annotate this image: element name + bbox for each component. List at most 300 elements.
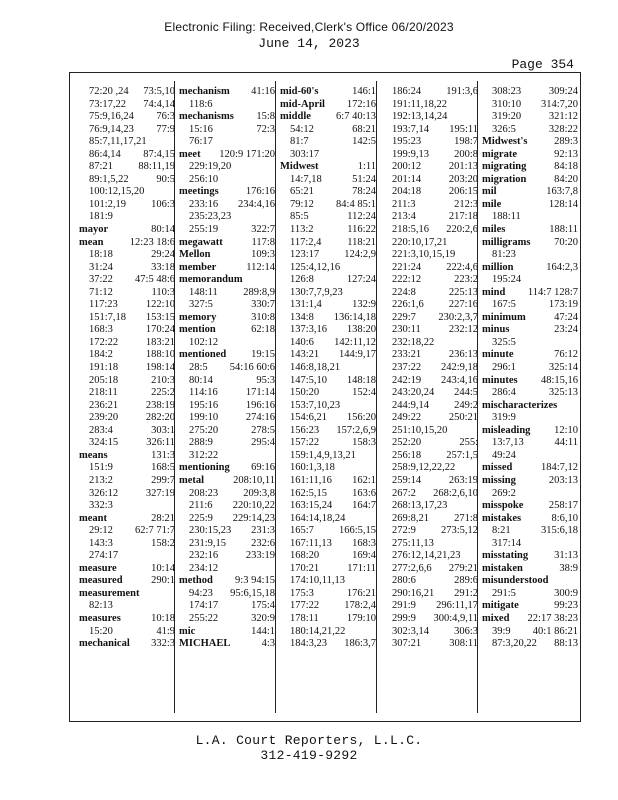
index-line — [179, 600, 275, 613]
index-entry — [482, 174, 578, 187]
index-term: Mellon — [179, 249, 211, 261]
page-line-ref: 230:2,3,7 — [438, 311, 478, 323]
index-line — [482, 124, 578, 137]
page-line-ref: 157:2,6,9 — [336, 424, 376, 436]
index-term: misstating — [482, 550, 529, 562]
page-line-ref: 218:11 — [89, 387, 118, 399]
index-line — [79, 462, 175, 475]
index-line — [382, 249, 478, 262]
index-line — [179, 174, 275, 187]
index-term: migration — [482, 173, 527, 185]
index-line — [280, 149, 376, 162]
index-line — [382, 513, 478, 526]
page-line-ref: 232:16 — [189, 550, 219, 562]
index-line — [280, 575, 376, 588]
page-line-ref: 263:19 — [448, 474, 478, 486]
index-line — [482, 450, 578, 463]
index-entry — [482, 462, 578, 475]
index-entry — [482, 149, 578, 162]
index-line — [179, 124, 275, 137]
page-line-ref: 73:17,22 — [89, 98, 127, 110]
index-line — [382, 462, 478, 475]
index-line — [179, 224, 275, 237]
index-term: mistakes — [482, 512, 522, 524]
page-line-ref: 167:5 — [492, 299, 516, 311]
index-term: mayor — [79, 224, 109, 236]
index-line — [382, 400, 478, 413]
index-entry — [482, 186, 578, 199]
index-term: minutes — [482, 374, 518, 386]
page-line-ref: 76:12 — [554, 349, 578, 361]
index-line — [382, 174, 478, 187]
index-line — [482, 387, 578, 400]
page-line-ref: 13:7,13 — [492, 437, 524, 449]
page-line-ref: 302:3,14 — [392, 625, 430, 637]
page-line-ref: 164:2,3 — [546, 261, 578, 273]
page-line-ref: 317:14 — [492, 537, 522, 549]
index-line — [79, 186, 175, 199]
index-line — [179, 161, 275, 174]
page-line-ref: 126:8 — [290, 274, 314, 286]
page-line-ref: 273:5,12 — [440, 525, 478, 537]
index-entry — [179, 149, 275, 162]
page-line-ref: 171:14 — [245, 387, 275, 399]
index-line — [179, 412, 275, 425]
page-line-ref: 319:20 — [492, 111, 522, 123]
page-line-ref: 81:7 — [290, 136, 309, 148]
page-line-ref: 217:18 — [448, 211, 478, 223]
index-entry — [482, 262, 578, 275]
page-line-ref: 41:16 — [251, 86, 275, 97]
index-column-2 — [179, 86, 275, 651]
index-line — [482, 337, 578, 350]
index-line — [79, 337, 175, 350]
index-line — [382, 161, 478, 174]
page-line-ref: 326:11 — [146, 437, 175, 449]
index-line — [79, 437, 175, 450]
page-line-ref: 76:17 — [189, 136, 213, 148]
page-line-ref: 203:20 — [448, 173, 478, 185]
page-line-ref: 14:7,18 — [290, 173, 322, 185]
index-line — [280, 462, 376, 475]
page-line-ref: 243:20,24 — [392, 387, 435, 399]
page-line-ref: 277:2,6,6 — [392, 562, 432, 574]
page-line-ref: 117:8 — [251, 236, 275, 248]
page-line-ref: 162:5,15 — [290, 487, 328, 499]
page-line-ref: 188:11 — [492, 211, 521, 223]
page-line-ref: 276:12,14,21,23 — [392, 550, 461, 562]
page-line-ref: 29:12 — [89, 525, 113, 537]
page-line-ref: 208:23 — [189, 487, 219, 499]
index-line — [382, 99, 478, 112]
page-line-ref: 179:10 — [346, 612, 376, 624]
index-line — [482, 488, 578, 501]
index-line — [382, 437, 478, 450]
page-line-ref: 78:24 — [352, 186, 376, 198]
index-entry — [179, 111, 275, 124]
page-line-ref: 168:5 — [151, 462, 175, 474]
page-line-ref: 242:9,18 — [440, 362, 478, 374]
page-line-ref: 199:10 — [189, 412, 219, 424]
index-entry — [482, 550, 578, 563]
index-entry — [179, 349, 275, 362]
page-line-ref: 180:14,21,22 — [290, 625, 346, 637]
index-line — [79, 161, 175, 174]
index-entry — [482, 349, 578, 362]
index-entry — [79, 237, 175, 250]
page-line-ref: 92:13 — [554, 148, 578, 160]
page-line-ref: 85:7,11,17,21 — [89, 136, 147, 148]
index-line — [280, 362, 376, 375]
page-line-ref: 95:6,15,18 — [230, 587, 275, 599]
index-entry — [79, 563, 175, 576]
page-line-ref: 315:6,18 — [540, 525, 578, 537]
page-line-ref: 325:5 — [492, 336, 516, 348]
page-line-ref: 234:12 — [189, 562, 219, 574]
page-line-ref: 112:14 — [246, 261, 275, 273]
index-line — [79, 124, 175, 137]
page-line-ref: 31:24 — [89, 261, 113, 273]
page-line-ref: 326:12 — [89, 487, 119, 499]
index-line — [79, 387, 175, 400]
index-line — [280, 525, 376, 538]
index-line — [382, 450, 478, 463]
filing-stamp: Electronic Filing: Received,Clerk's Office 06/20/2023 — [164, 20, 454, 34]
index-term: misleading — [482, 424, 531, 436]
index-line — [179, 425, 275, 438]
page-line-ref: 306:3 — [454, 625, 478, 637]
index-line — [179, 500, 275, 513]
page-line-ref: 222:4,6 — [446, 261, 478, 273]
page-line-ref: 290:16,21 — [392, 587, 435, 599]
index-line — [280, 538, 376, 551]
page-line-ref: 162:1 — [352, 474, 376, 486]
index-line — [482, 588, 578, 601]
page-line-ref: 69:16 — [251, 462, 275, 474]
page-line-ref: 239:20 — [89, 412, 119, 424]
page-line-ref: 231:3 — [251, 525, 275, 537]
page-line-ref: 234:4,16 — [237, 198, 275, 210]
index-frame — [69, 72, 581, 722]
page-line-ref: 274:16 — [245, 412, 275, 424]
page-line-ref: 138:20 — [346, 324, 376, 336]
page-line-ref: 40:1 86:21 — [532, 625, 578, 637]
page-line-ref: 325:14 — [548, 362, 578, 374]
page-line-ref: 113:2 — [290, 224, 314, 236]
page-line-ref: 142:11,12 — [334, 336, 376, 348]
page-line-ref: 70:20 — [554, 236, 578, 248]
page-line-ref: 191:11,18,22 — [392, 98, 448, 110]
page-line-ref: 299:7 — [151, 474, 175, 486]
index-line — [280, 186, 376, 199]
page-line-ref: 81:23 — [492, 249, 516, 261]
index-line — [179, 387, 275, 400]
page-line-ref: 84:20 — [554, 173, 578, 185]
page-line-ref: 73:5,10 — [143, 86, 175, 97]
index-term: Midwest's — [482, 136, 528, 148]
page-line-ref: 195:23 — [392, 136, 422, 148]
page-line-ref: 289:3 — [554, 136, 578, 148]
page-line-ref: 164:7 — [352, 500, 376, 512]
index-term: migrating — [482, 161, 527, 173]
index-line — [382, 475, 478, 488]
page-line-ref: 258:17 — [548, 500, 578, 512]
page-line-ref: 255: — [459, 437, 478, 449]
index-line — [79, 262, 175, 275]
index-entry — [482, 513, 578, 526]
index-line — [382, 425, 478, 438]
page-line-ref: 328:22 — [548, 123, 578, 135]
page-line-ref: 51:24 — [352, 173, 376, 185]
page-line-ref: 233:19 — [245, 550, 275, 562]
index-entry — [482, 475, 578, 488]
index-line — [79, 626, 175, 639]
page-line-ref: 200:8 — [454, 148, 478, 160]
page-line-ref: 151:7,18 — [89, 311, 127, 323]
index-term: mind — [482, 286, 506, 298]
index-line — [382, 86, 478, 99]
page-line-ref: 230:11 — [392, 324, 421, 336]
index-line — [382, 224, 478, 237]
page-line-ref: 300:9 — [554, 587, 578, 599]
index-line — [280, 513, 376, 526]
page-line-ref: 244:5 — [454, 387, 478, 399]
index-line — [280, 425, 376, 438]
index-term: mistaken — [482, 562, 523, 574]
page-line-ref: 200:12 — [392, 161, 422, 173]
index-line — [280, 488, 376, 501]
index-term: metal — [179, 474, 205, 486]
page-line-ref: 275:20 — [189, 424, 219, 436]
index-line — [79, 86, 175, 99]
page-line-ref: 65:21 — [290, 186, 314, 198]
page-line-ref: 156:20 — [346, 412, 376, 424]
page-line-ref: 72:20 ,24 — [89, 86, 129, 97]
page-line-ref: 76:3 — [156, 111, 175, 123]
page-line-ref: 177:22 — [290, 600, 320, 612]
index-term: missing — [482, 474, 516, 486]
index-term: MICHAEL — [179, 638, 231, 650]
index-entry — [482, 575, 578, 588]
page-line-ref: 192:13,14,24 — [392, 111, 448, 123]
index-line — [382, 274, 478, 287]
page-line-ref: 41:9 — [156, 625, 175, 637]
index-line — [79, 99, 175, 112]
index-term: measure — [79, 562, 117, 574]
index-line — [179, 613, 275, 626]
page-line-ref: 176:21 — [346, 587, 376, 599]
page-line-ref: 15:20 — [89, 625, 113, 637]
page-line-ref: 269:2 — [492, 487, 516, 499]
index-line — [179, 563, 275, 576]
index-line — [179, 287, 275, 300]
page-line-ref: 226:1,6 — [392, 299, 424, 311]
page-line-ref: 212:3 — [454, 198, 478, 210]
transcript-date: June 14, 2023 — [258, 36, 360, 51]
index-line — [280, 211, 376, 224]
page-line-ref: 114:7 128:7 — [527, 286, 578, 298]
page-line-ref: 184:2 — [89, 349, 113, 361]
index-line — [79, 525, 175, 538]
page-line-ref: 54:16 60:6 — [229, 362, 275, 374]
index-line — [79, 538, 175, 551]
index-term: mechanical — [79, 638, 130, 650]
index-line — [382, 199, 478, 212]
index-term: mention — [179, 324, 216, 336]
index-entry — [482, 324, 578, 337]
page-line-ref: 224:8 — [392, 286, 416, 298]
page-line-ref: 47:24 — [554, 311, 578, 323]
page-line-ref: 186:24 — [392, 86, 422, 97]
index-term: migrate — [482, 148, 517, 160]
index-line — [280, 613, 376, 626]
page-line-ref: 223:2 — [454, 274, 478, 286]
index-entry — [482, 136, 578, 149]
index-line — [79, 412, 175, 425]
page-line-ref: 84:18 — [554, 161, 578, 173]
page-line-ref: 31:13 — [554, 550, 578, 562]
index-line — [482, 86, 578, 99]
index-entry — [179, 324, 275, 337]
page-line-ref: 268:13,17,23 — [392, 500, 448, 512]
page-line-ref: 143:3 — [89, 537, 113, 549]
index-line — [79, 312, 175, 325]
index-term: milligrams — [482, 236, 531, 248]
page-line-ref: 147:5,10 — [290, 374, 328, 386]
page-line-ref: 231:9,15 — [189, 537, 227, 549]
page-line-ref: 321:12 — [548, 111, 578, 123]
index-entry — [179, 575, 275, 588]
page-line-ref: 158:2 — [151, 537, 175, 549]
page-line-ref: 188:10 — [145, 349, 175, 361]
index-line — [382, 575, 478, 588]
index-line — [382, 186, 478, 199]
page-line-ref: 296:11,17 — [436, 600, 478, 612]
index-line — [280, 299, 376, 312]
page-line-ref: 148:18 — [346, 374, 376, 386]
page-line-ref: 310:10 — [492, 98, 522, 110]
index-line — [280, 563, 376, 576]
page-line-ref: 144:9,17 — [338, 349, 376, 361]
page-line-ref: 29:24 — [151, 249, 175, 261]
page-line-ref: 117:2,4 — [290, 236, 322, 248]
index-line — [280, 450, 376, 463]
page-line-ref: 257:1,5 — [446, 449, 478, 461]
page-line-ref: 191:18 — [89, 362, 119, 374]
index-term: member — [179, 261, 217, 273]
index-term: meant — [79, 512, 107, 524]
index-entry — [482, 400, 578, 413]
index-term: mischaracterizes — [482, 399, 558, 411]
page-line-ref: 204:18 — [392, 186, 422, 198]
page-line-ref: 88:11,19 — [138, 161, 175, 173]
page-line-ref: 117:23 — [89, 299, 118, 311]
index-line — [179, 513, 275, 526]
index-entry — [79, 638, 175, 651]
page-line-ref: 206:15 — [448, 186, 478, 198]
page-line-ref: 327:19 — [145, 487, 175, 499]
page-line-ref: 8:6,10 — [551, 512, 578, 524]
page-line-ref: 205:18 — [89, 374, 119, 386]
index-line — [280, 324, 376, 337]
page-line-ref: 109:3 — [251, 249, 275, 261]
index-line — [382, 538, 478, 551]
page-line-ref: 221:3,10,15,19 — [392, 249, 456, 261]
index-line — [382, 299, 478, 312]
page-line-ref: 225:9 — [189, 512, 213, 524]
index-line — [382, 626, 478, 639]
index-line — [280, 249, 376, 262]
page-line-ref: 151:9 — [89, 462, 113, 474]
index-line — [280, 237, 376, 250]
page-line-ref: 225:13 — [448, 286, 478, 298]
index-entry — [280, 161, 376, 174]
page-line-ref: 158:3 — [352, 437, 376, 449]
page-line-ref: 268:2,6,10 — [433, 487, 478, 499]
index-entry — [179, 274, 275, 287]
page-line-ref: 174:10,11,13 — [290, 575, 346, 587]
page-line-ref: 80:14 — [151, 224, 175, 236]
index-line — [280, 124, 376, 137]
index-entry — [179, 249, 275, 262]
index-line — [280, 387, 376, 400]
index-term: minus — [482, 324, 510, 336]
page-line-ref: 85:5 — [290, 211, 309, 223]
index-term: megawatt — [179, 236, 223, 248]
index-line — [382, 349, 478, 362]
page-line-ref: 62:18 — [251, 324, 275, 336]
page-line-ref: 230:15,23 — [189, 525, 232, 537]
index-term: mid-April — [280, 98, 325, 110]
index-line — [482, 99, 578, 112]
index-line — [179, 550, 275, 563]
page-line-ref: 72:3 — [256, 123, 275, 135]
page-line-ref: 282:20 — [145, 412, 175, 424]
page-line-ref: 208:10,11 — [233, 474, 275, 486]
page-line-ref: 87:3,20,22 — [492, 638, 537, 650]
page-line-ref: 269:8,21 — [392, 512, 430, 524]
page-line-ref: 163:15,24 — [290, 500, 333, 512]
page-line-ref: 6:7 40:13 — [336, 111, 376, 123]
page-line-ref: 220:10,22 — [232, 500, 275, 512]
index-term: measurement — [79, 587, 140, 599]
page-line-ref: 290:1 — [151, 575, 175, 587]
page-line-ref: 88:13 — [554, 638, 578, 650]
index-column-5 — [482, 86, 578, 651]
page-line-ref: 22:17 38:23 — [527, 612, 578, 624]
page-line-ref: 300:4,9,11 — [433, 612, 478, 624]
page-line-ref: 181:9 — [89, 211, 113, 223]
page-line-ref: 198:7 — [454, 136, 478, 148]
index-line — [482, 412, 578, 425]
page-line-ref: 203:13 — [548, 474, 578, 486]
index-line — [382, 387, 478, 400]
page-line-ref: 295:4 — [251, 437, 275, 449]
page-line-ref: 160:1,3,18 — [290, 462, 335, 474]
page-line-ref: 172:22 — [89, 336, 119, 348]
index-line — [280, 199, 376, 212]
page-line-ref: 201:14 — [392, 173, 422, 185]
page-line-ref: 10:18 — [151, 612, 175, 624]
page-line-ref: 87:4,15 — [143, 148, 175, 160]
index-line — [179, 199, 275, 212]
index-term: mile — [482, 198, 502, 210]
page-line-ref: 299:9 — [392, 612, 416, 624]
page-line-ref: 153:7,10,23 — [290, 399, 341, 411]
page-line-ref: 146:8,18,21 — [290, 362, 341, 374]
index-term: minimum — [482, 311, 526, 323]
index-line — [280, 375, 376, 388]
